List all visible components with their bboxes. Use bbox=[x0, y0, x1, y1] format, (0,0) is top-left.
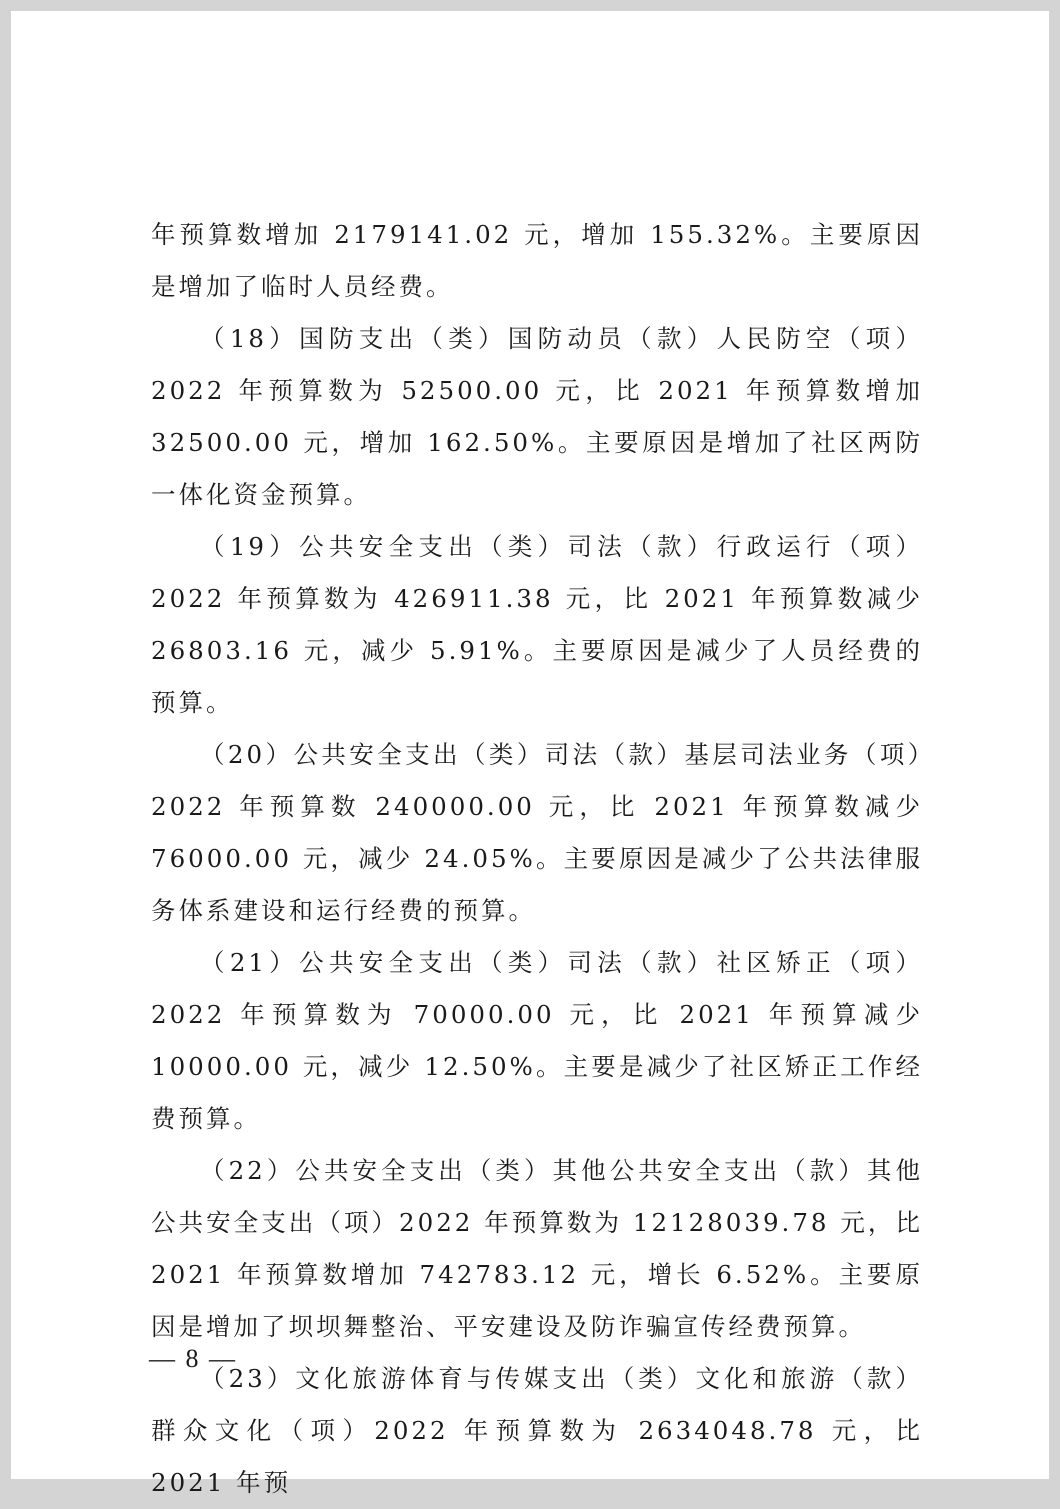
page-body bbox=[151, 209, 923, 1509]
paragraph-item-21: （21）公共安全支出（类）司法（款）社区矫正（项）2022 年预算数为 70000.00 元，比 2021 年预算减少 10000.00 元，减少 12.50%。主要是减少了社区矫正工作经费预算。 bbox=[151, 948, 923, 1133]
paragraph-continuation: 年预算数增加 2179141.02 元，增加 155.32%。主要原因是增加了临时人员经费。 bbox=[151, 220, 923, 301]
page-number: — 8 — bbox=[149, 1344, 237, 1373]
paragraph-item-22: （22）公共安全支出（类）其他公共安全支出（款）其他公共安全支出（项）2022 年预算数为 12128039.78 元，比 2021 年预算数增加 742783.12 元，增长 6.52%。主要原因是增加了坝坝舞整治、平安建设及防诈骗宣传经费预算。 bbox=[151, 1156, 923, 1341]
paragraph-item-23: （23）文化旅游体育与传媒支出（类）文化和旅游（款）群众文化（项）2022 年预算数为 2634048.78 元，比 2021 年预 bbox=[151, 1364, 923, 1497]
paragraph-item-18: （18）国防支出（类）国防动员（款）人民防空（项）2022 年预算数为 52500.00 元，比 2021 年预算数增加 32500.00 元，增加 162.50%。主要原因是增加了社区两防一体化资金预算。 bbox=[151, 324, 923, 509]
document-page bbox=[11, 11, 1049, 1497]
paragraph-item-20: （20）公共安全支出（类）司法（款）基层司法业务（项）2022 年预算数 240000.00 元，比 2021 年预算数减少 76000.00 元，减少 24.05%。主要原因是减少了公共法律服务体系建设和运行经费的预算。 bbox=[151, 740, 923, 925]
paragraph-item-19: （19）公共安全支出（类）司法（款）行政运行（项）2022 年预算数为 426911.38 元，比 2021 年预算数减少 26803.16 元，减少 5.91%。主要原因是减少了人员经费的预算。 bbox=[151, 532, 923, 717]
